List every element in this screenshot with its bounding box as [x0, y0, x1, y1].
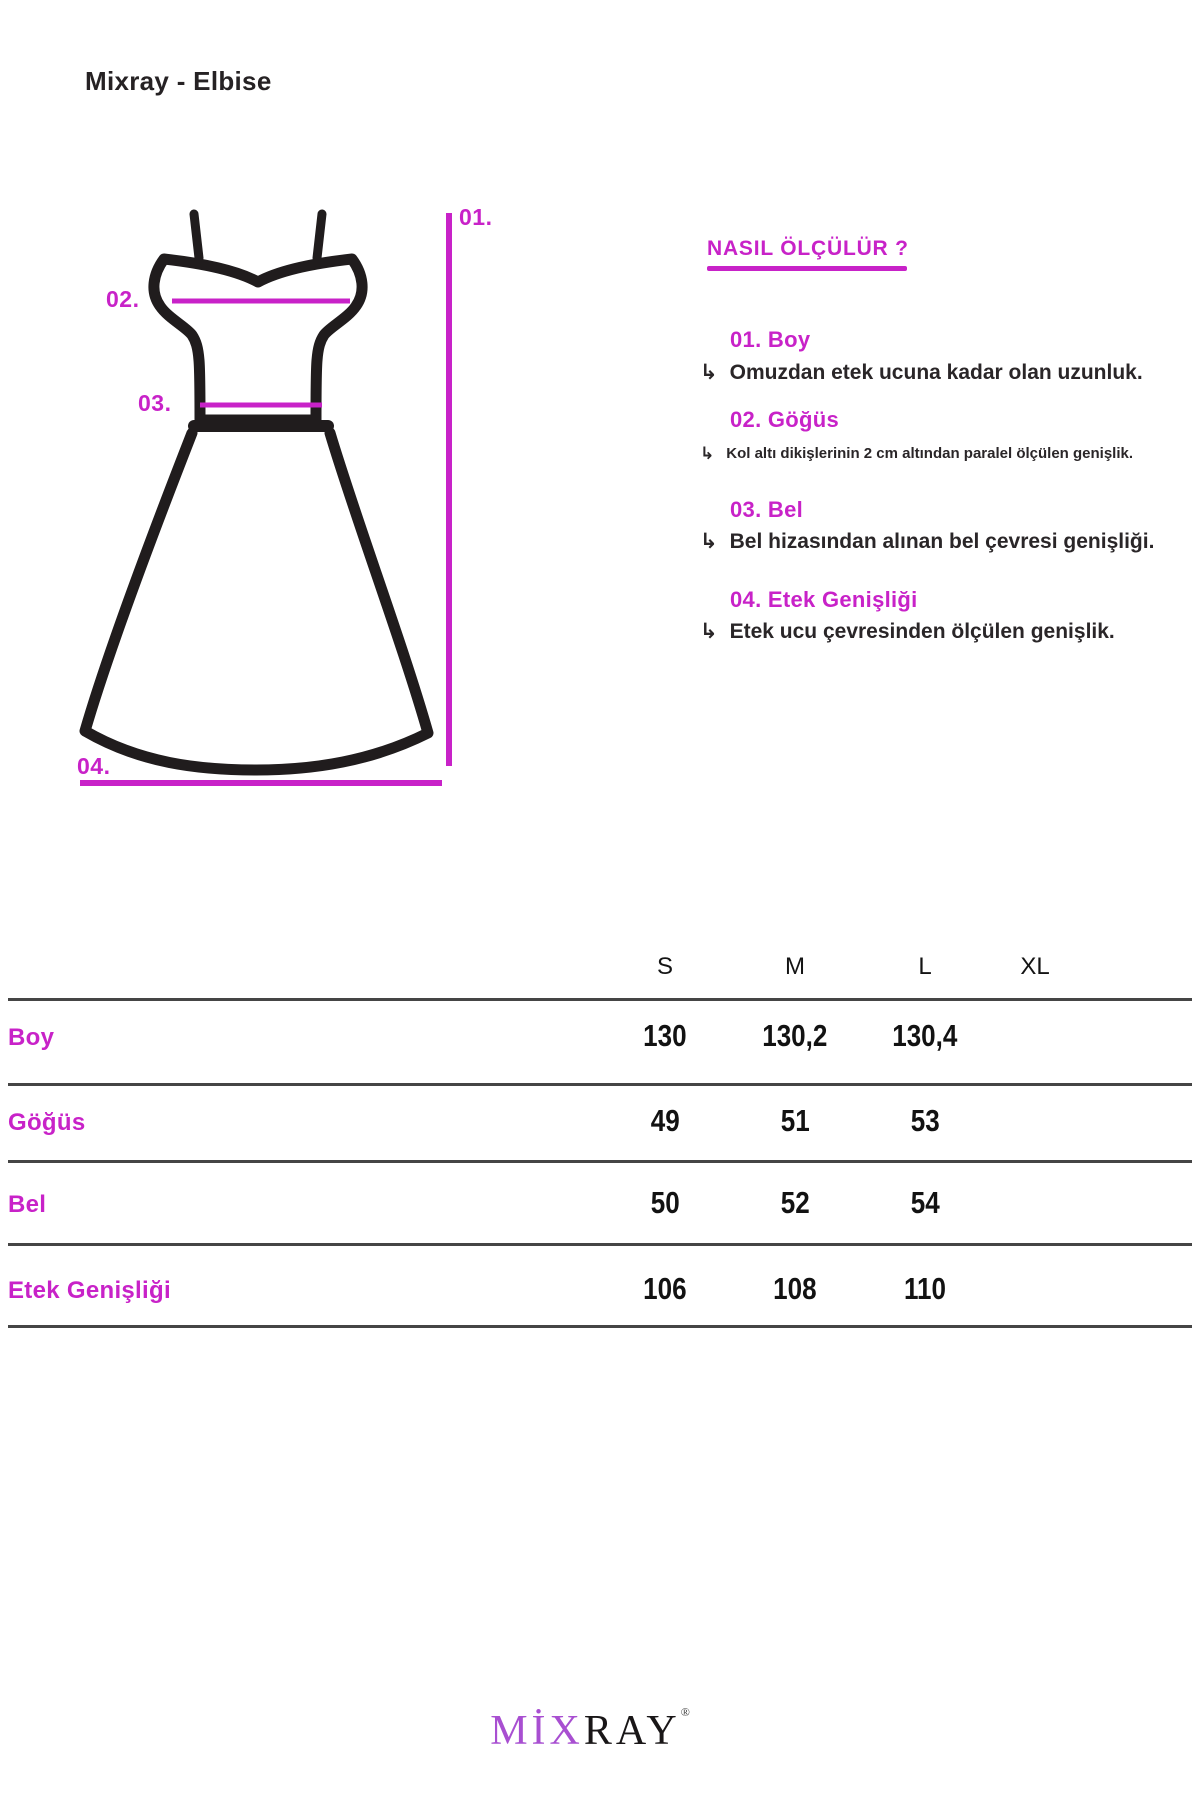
dress-strap-left [194, 214, 199, 258]
hook-arrow-icon: ↳ [700, 619, 718, 643]
table-row-etek [0, 1271, 1200, 1311]
cell-gogus-l: 53 [910, 1103, 940, 1138]
cell-boy-s: 130 [643, 1018, 687, 1053]
cell-etek-m: 108 [773, 1271, 817, 1306]
howto-heading: NASIL ÖLÇÜLÜR ? [707, 237, 909, 260]
howto-item-desc-boy [700, 361, 1143, 385]
cell-boy-l: 130,4 [892, 1018, 958, 1053]
row-label: Bel [8, 1191, 47, 1218]
howto-desc-text: Bel hizasından alınan bel çevresi genişliği. [729, 530, 1155, 553]
cell-bel-s: 50 [650, 1185, 680, 1220]
howto-desc-text: Etek ucu çevresinden ölçülen genişlik. [729, 620, 1115, 643]
size-col-header-m: M [785, 953, 805, 980]
measure-label-01: 01. [459, 204, 493, 230]
size-col-header-xl: XL [1020, 953, 1050, 980]
measure-label-04: 04. [77, 753, 111, 779]
table-rule [8, 1160, 1192, 1163]
measure-label-02: 02. [106, 286, 140, 312]
hook-arrow-icon: ↳ [700, 360, 718, 384]
dress-bodice [154, 259, 362, 420]
table-rule [8, 998, 1192, 1001]
table-row-gogus [0, 1103, 1200, 1143]
howto-item-title-bel: 03. Bel [730, 497, 804, 522]
registered-mark-icon: ® [680, 1705, 690, 1719]
row-label: Etek Genişliği [8, 1277, 171, 1304]
howto-item-desc-gogus [700, 445, 1133, 464]
cell-etek-s: 106 [643, 1271, 687, 1306]
dress-skirt [85, 433, 428, 770]
cell-boy-m: 130,2 [762, 1018, 828, 1053]
table-row-bel [0, 1185, 1200, 1225]
table-rule [8, 1243, 1192, 1246]
size-col-header-l: L [918, 953, 932, 980]
howto-heading-underline [707, 266, 907, 271]
size-table-header-row [0, 953, 1200, 983]
howto-item-title-etek: 04. Etek Genişliği [730, 587, 918, 612]
brand-logo-mix: MİX [490, 1708, 584, 1754]
brand-logo [410, 1706, 770, 1754]
table-rule [8, 1083, 1192, 1086]
howto-item-title-boy: 01. Boy [730, 327, 811, 352]
page-title: Mixray - Elbise [85, 66, 272, 96]
cell-gogus-s: 49 [650, 1103, 680, 1138]
dress-strap-right [317, 214, 322, 258]
size-col-header-s: S [656, 953, 673, 980]
brand-logo-ray: RAY [583, 1708, 681, 1754]
howto-desc-text: Kol altı dikişlerinin 2 cm altından paralel ölçülen genişlik. [726, 445, 1134, 462]
howto-item-title-gogus: 02. Göğüs [730, 407, 840, 432]
cell-gogus-m: 51 [780, 1103, 810, 1138]
howto-item-desc-etek [700, 620, 1115, 644]
hook-arrow-icon: ↳ [700, 529, 718, 553]
howto-desc-text: Omuzdan etek ucuna kadar olan uzunluk. [729, 361, 1143, 384]
row-label: Göğüs [8, 1109, 86, 1136]
cell-etek-l: 110 [903, 1271, 946, 1306]
howto-item-desc-bel [700, 530, 1154, 554]
row-label: Boy [8, 1024, 55, 1051]
hook-arrow-icon: ↳ [700, 444, 715, 464]
table-row-boy [0, 1018, 1200, 1058]
cell-bel-l: 54 [910, 1185, 940, 1220]
cell-bel-m: 52 [780, 1185, 810, 1220]
table-rule [8, 1325, 1192, 1328]
measure-label-03: 03. [138, 390, 172, 416]
